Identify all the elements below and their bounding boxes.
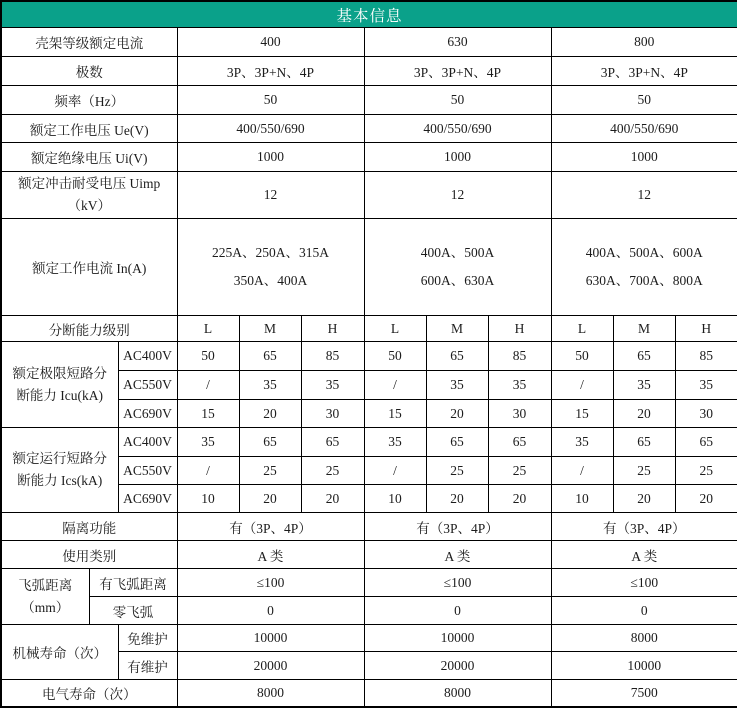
icu-cell: 20 xyxy=(613,400,675,428)
breaking-class-cell: M xyxy=(239,316,301,342)
row-zero-arc xyxy=(1,597,737,625)
poles-value: 3P、3P+N、4P xyxy=(364,57,551,86)
ics-cell: 35 xyxy=(177,428,239,457)
icu-cell: 20 xyxy=(239,400,301,428)
uimp-value: 12 xyxy=(551,172,737,219)
row-mech-life-maintenance-free xyxy=(1,625,737,652)
ics-cell: 25 xyxy=(239,457,301,485)
row-isolation xyxy=(1,513,737,541)
icu-cell: 65 xyxy=(239,342,301,371)
icu-cell: 65 xyxy=(613,342,675,371)
icu-cell: 35 xyxy=(426,371,488,400)
mech-cell: 8000 xyxy=(551,625,737,652)
row-label-arc-line1: 飞弧距离 xyxy=(18,577,73,593)
in-current-line: 350A、400A xyxy=(233,273,308,288)
ue-value: 400/550/690 xyxy=(551,115,737,143)
in-current-line: 400A、500A xyxy=(420,245,495,260)
breaking-class-cell: H xyxy=(675,316,737,342)
ics-cell: 20 xyxy=(239,485,301,513)
row-label-ue: 额定工作电压 Ue(V) xyxy=(1,115,177,143)
row-frame-current xyxy=(1,28,737,57)
icu-cell: 50 xyxy=(551,342,613,371)
elec-cell: 7500 xyxy=(551,680,737,707)
row-label-elec-life: 电气寿命（次） xyxy=(1,680,177,707)
row-label-icu xyxy=(1,342,118,428)
icu-cell: / xyxy=(551,371,613,400)
category-value: A 类 xyxy=(177,541,364,569)
row-label-uimp-line2: （kV） xyxy=(67,198,111,213)
ics-cell: 10 xyxy=(551,485,613,513)
icu-cell: 50 xyxy=(364,342,426,371)
ui-value: 1000 xyxy=(177,143,364,172)
icu-cell: / xyxy=(177,371,239,400)
row-icu-ac400v xyxy=(1,342,737,371)
ics-cell: 65 xyxy=(301,428,364,457)
icu-cell: 50 xyxy=(177,342,239,371)
ics-cell: 25 xyxy=(675,457,737,485)
ue-value: 400/550/690 xyxy=(177,115,364,143)
isolation-value: 有（3P、4P） xyxy=(364,513,551,541)
ics-cell: 65 xyxy=(239,428,301,457)
mech-sublabel: 免维护 xyxy=(118,625,177,652)
ics-sublabel: AC550V xyxy=(118,457,177,485)
table-title: 基本信息 xyxy=(1,1,737,28)
uimp-value: 12 xyxy=(364,172,551,219)
arc-cell: 0 xyxy=(364,597,551,625)
poles-value: 3P、3P+N、4P xyxy=(551,57,737,86)
ics-cell: / xyxy=(177,457,239,485)
uimp-value: 12 xyxy=(177,172,364,219)
row-arc-distance xyxy=(1,569,737,597)
breaking-class-cell: L xyxy=(177,316,239,342)
isolation-value: 有（3P、4P） xyxy=(177,513,364,541)
arc-cell: 0 xyxy=(551,597,737,625)
icu-sublabel: AC400V xyxy=(118,342,177,371)
mech-cell: 10000 xyxy=(364,625,551,652)
icu-sublabel: AC690V xyxy=(118,400,177,428)
icu-cell: 20 xyxy=(426,400,488,428)
frame-current-value: 800 xyxy=(551,28,737,57)
ics-sublabel: AC400V xyxy=(118,428,177,457)
icu-cell: 85 xyxy=(301,342,364,371)
in-current-line: 225A、250A、315A xyxy=(212,245,329,260)
breaking-class-cell: M xyxy=(426,316,488,342)
mech-cell: 20000 xyxy=(177,652,364,680)
breaking-class-cell: M xyxy=(613,316,675,342)
icu-cell: 35 xyxy=(301,371,364,400)
icu-cell: 35 xyxy=(613,371,675,400)
icu-cell: 65 xyxy=(426,342,488,371)
arc-sublabel: 有飞弧距离 xyxy=(89,569,177,597)
arc-sublabel: 零飞弧 xyxy=(89,597,177,625)
mech-cell: 20000 xyxy=(364,652,551,680)
frequency-value: 50 xyxy=(364,86,551,115)
icu-sublabel: AC550V xyxy=(118,371,177,400)
elec-cell: 8000 xyxy=(364,680,551,707)
icu-cell: 35 xyxy=(675,371,737,400)
row-label-poles: 极数 xyxy=(1,57,177,86)
ics-cell: 20 xyxy=(488,485,551,513)
mech-cell: 10000 xyxy=(177,625,364,652)
ics-cell: / xyxy=(551,457,613,485)
icu-cell: 85 xyxy=(675,342,737,371)
row-label-breaking-class: 分断能力级别 xyxy=(1,316,177,342)
icu-cell: 35 xyxy=(488,371,551,400)
row-frequency xyxy=(1,86,737,115)
mech-cell: 10000 xyxy=(551,652,737,680)
ics-cell: 10 xyxy=(364,485,426,513)
icu-cell: 85 xyxy=(488,342,551,371)
row-label-frame-current: 壳架等级额定电流 xyxy=(1,28,177,57)
ics-cell: 10 xyxy=(177,485,239,513)
row-label-mech-life: 机械寿命（次） xyxy=(1,625,118,680)
frame-current-value: 400 xyxy=(177,28,364,57)
ui-value: 1000 xyxy=(364,143,551,172)
icu-cell: 35 xyxy=(239,371,301,400)
in-current-line: 600A、630A xyxy=(420,273,495,288)
row-uimp xyxy=(1,172,737,219)
row-ics-ac400v xyxy=(1,428,737,457)
arc-cell: ≤100 xyxy=(177,569,364,597)
row-label-arc-line2: （mm） xyxy=(21,599,70,615)
breaking-class-cell: H xyxy=(488,316,551,342)
breaking-class-cell: H xyxy=(301,316,364,342)
row-label-category: 使用类别 xyxy=(1,541,177,569)
ui-value: 1000 xyxy=(551,143,737,172)
row-ui xyxy=(1,143,737,172)
breaking-class-cell: L xyxy=(551,316,613,342)
row-ue xyxy=(1,115,737,143)
isolation-value: 有（3P、4P） xyxy=(551,513,737,541)
ics-cell: 25 xyxy=(488,457,551,485)
row-label-arc xyxy=(1,569,89,625)
in-current-value xyxy=(364,219,551,316)
poles-value: 3P、3P+N、4P xyxy=(177,57,364,86)
row-label-uimp xyxy=(1,172,177,219)
in-current-line: 400A、500A、600A xyxy=(585,245,703,260)
row-label-icu-line2: 断能力 Icu(kA) xyxy=(16,387,104,403)
frequency-value: 50 xyxy=(551,86,737,115)
in-current-value xyxy=(551,219,737,316)
row-breaking-class xyxy=(1,316,737,342)
arc-cell: 0 xyxy=(177,597,364,625)
ics-cell: 65 xyxy=(488,428,551,457)
ics-cell: 65 xyxy=(675,428,737,457)
row-label-frequency: 频率（Hz） xyxy=(1,86,177,115)
row-label-ics xyxy=(1,428,118,513)
row-label-icu-line1: 额定极限短路分 xyxy=(12,365,107,381)
row-label-ics-line2: 断能力 Ics(kA) xyxy=(17,473,103,488)
ics-cell: 35 xyxy=(364,428,426,457)
ics-sublabel: AC690V xyxy=(118,485,177,513)
icu-cell: 30 xyxy=(301,400,364,428)
category-value: A 类 xyxy=(551,541,737,569)
arc-cell: ≤100 xyxy=(551,569,737,597)
ics-cell: 25 xyxy=(426,457,488,485)
icu-cell: / xyxy=(364,371,426,400)
elec-cell: 8000 xyxy=(177,680,364,707)
ics-cell: 25 xyxy=(613,457,675,485)
row-in-current xyxy=(1,219,737,316)
category-value: A 类 xyxy=(364,541,551,569)
ics-cell: 25 xyxy=(301,457,364,485)
icu-cell: 15 xyxy=(177,400,239,428)
row-elec-life xyxy=(1,680,737,707)
ics-cell: 65 xyxy=(613,428,675,457)
frame-current-value: 630 xyxy=(364,28,551,57)
ics-cell: 65 xyxy=(426,428,488,457)
row-label-ics-line1: 额定运行短路分 xyxy=(12,451,107,466)
row-label-uimp-line1: 额定冲击耐受电压 Uimp xyxy=(18,176,161,191)
ics-cell: / xyxy=(364,457,426,485)
icu-cell: 30 xyxy=(675,400,737,428)
row-label-isolation: 隔离功能 xyxy=(1,513,177,541)
row-label-ui: 额定绝缘电压 Ui(V) xyxy=(1,143,177,172)
icu-cell: 15 xyxy=(551,400,613,428)
ue-value: 400/550/690 xyxy=(364,115,551,143)
mech-sublabel: 有维护 xyxy=(118,652,177,680)
row-label-in-current: 额定工作电流 In(A) xyxy=(1,219,177,316)
arc-cell: ≤100 xyxy=(364,569,551,597)
icu-cell: 30 xyxy=(488,400,551,428)
ics-cell: 20 xyxy=(301,485,364,513)
in-current-value xyxy=(177,219,364,316)
breaking-class-cell: L xyxy=(364,316,426,342)
table-title-row xyxy=(1,1,737,28)
frequency-value: 50 xyxy=(177,86,364,115)
ics-cell: 20 xyxy=(613,485,675,513)
row-category xyxy=(1,541,737,569)
ics-cell: 20 xyxy=(675,485,737,513)
row-poles xyxy=(1,57,737,86)
icu-cell: 15 xyxy=(364,400,426,428)
ics-cell: 35 xyxy=(551,428,613,457)
in-current-line: 630A、700A、800A xyxy=(585,273,703,288)
ics-cell: 20 xyxy=(426,485,488,513)
